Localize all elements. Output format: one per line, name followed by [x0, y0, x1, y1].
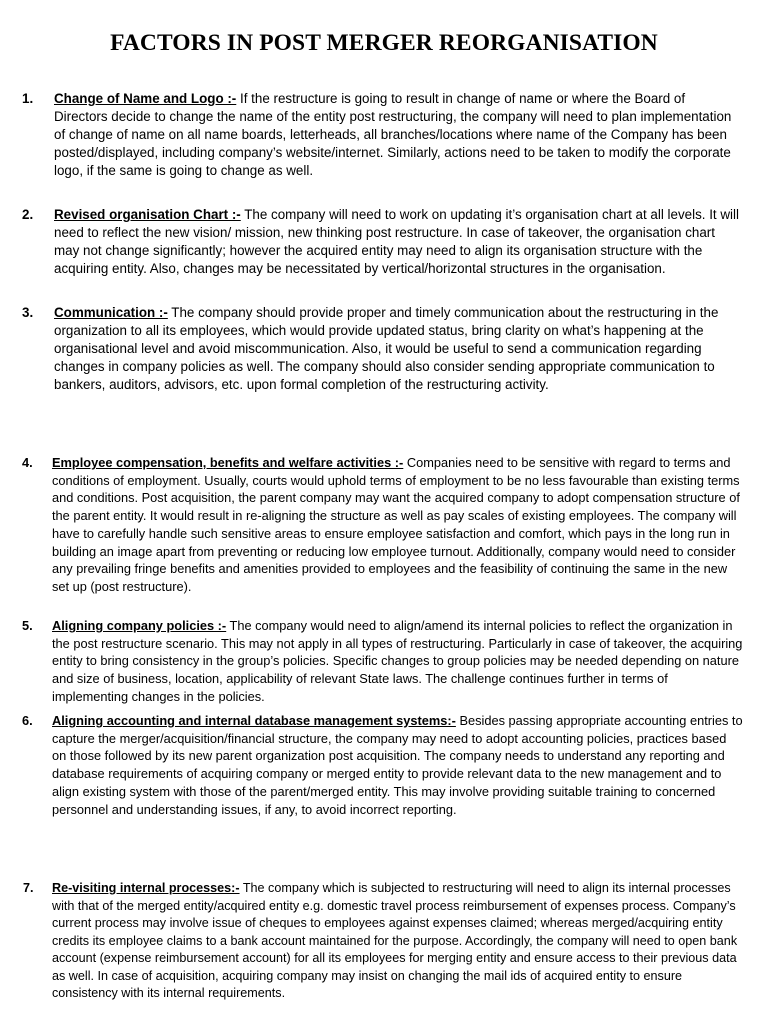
item-body: The company would need to align/amend its internal policies to reflect the organization in the post restructure scenario. This may not apply in all types of restructuring. Particularly in case of takeover, the acquiring entity to bring consistency in the group’s policies. Specific changes to group policies may be needed depending on nature and size of business, location, applicability of relevant State laws. The challenge continues further in terms of implementing changes in the policies.	[52, 618, 743, 704]
item-number: 7.	[23, 881, 34, 895]
item-body: The company which is subjected to restructuring will need to align its internal processes with that of the merged entity/acquired entity e.g. domestic travel process reimbursement of expenses process. Company’s current process may involve issue of cheques to employees against expenses claimed; whereas merged/acquiring entity credits its employee claims to a bank account maintained for the purpose. Accordingly, the company will need to open bank account (expense reimbursement account) for all its employees for merging entity and ensure access to their previous data as well. In case of acquisition, acquiring company may insist on changing the mail ids of acquired entity to ensure consistency with its internal requirements.	[52, 881, 738, 1000]
item-body: Companies need to be sensitive with regard to terms and conditions of employment. Usually, courts would uphold terms of employment to be no less favourable than existing terms and conditions. Post acquisition, the parent company may want the acquired company to adopt compensation structure of the parent entity. It would result in re-aligning the structure as well as pay scales of existing employees. The company will have to carefully handle such sensitive areas to ensure employee satisfaction and comfort, which pays in the long run in building an image apart from preventing or reducing low employee turnout. Additionally, company would need to consider any prevailing fringe benefits and amenities provided to employees and the feasibility of continuing the same in the new set up (post restructure).	[52, 455, 740, 594]
item-text	[52, 617, 744, 706]
item-text	[54, 90, 742, 180]
item-heading: Aligning company policies :-	[52, 618, 227, 633]
item-number: 3.	[22, 305, 34, 320]
item-number: 1.	[22, 91, 34, 106]
item-text	[52, 454, 744, 596]
item-text	[54, 206, 742, 278]
item-number: 4.	[22, 455, 33, 470]
page-title: FACTORS IN POST MERGER REORGANISATION	[110, 30, 658, 56]
item-heading: Communication :-	[54, 305, 168, 320]
item-body: The company should provide proper and timely communication about the restructuring in the organization to all its employees, which would provide updated status, bring clarity on what’s happening at the organisational level and avoid miscommunication. Also, it would be useful to send a communication regarding changes in company policies as well. The company should also consider sending appropriate communication to bankers, auditors, advisors, etc. upon formal completion of the restructuring activity.	[54, 305, 719, 393]
item-heading: Employee compensation, benefits and welfare activities :-	[52, 455, 404, 470]
item-body: If the restructure is going to result in change of name or where the Board of Directors decide to change the name of the entity post restructuring, the company will need to plan implementation of change of name on all name boards, letterheads, all branches/locations where name of the Company has been posted/displayed, including company’s website/internet. Similarly, actions need to be taken to modify the corporate logo, if the same is going to change as well.	[54, 91, 732, 179]
item-heading: Change of Name and Logo :-	[54, 91, 237, 106]
item-text	[52, 880, 744, 1003]
item-heading: Re-visiting internal processes:-	[52, 881, 240, 895]
item-number: 2.	[22, 207, 34, 222]
item-heading: Aligning accounting and internal database management systems:-	[52, 713, 456, 728]
item-text	[52, 712, 744, 818]
item-heading: Revised organisation Chart :-	[54, 207, 241, 222]
item-text	[54, 304, 742, 394]
item-body: The company will need to work on updating it’s organisation chart at all levels. It will need to reflect the new vision/ mission, new thinking post restructure. In case of takeover, the organisation chart may not change significantly; however the acquired entity may need to align its organisation structure with the acquiring entity. Also, changes may be necessitated by vertical/horizontal structures in the organisation.	[54, 207, 739, 277]
item-body: Besides passing appropriate accounting entries to capture the merger/acquisition/financial structure, the company may need to adopt accounting policies, practices based on those followed by its new parent organization post acquisition. The company needs to understand any reporting and database requirements of acquiring company or merged entity to provide relevant data to the new management and to align existing system with those of the parent/merged entity. This may involve providing suitable training to concerned personnel and understanding issues, if any, to avoid incorrect reporting.	[52, 713, 743, 817]
item-number: 6.	[22, 713, 33, 728]
item-number: 5.	[22, 618, 33, 633]
